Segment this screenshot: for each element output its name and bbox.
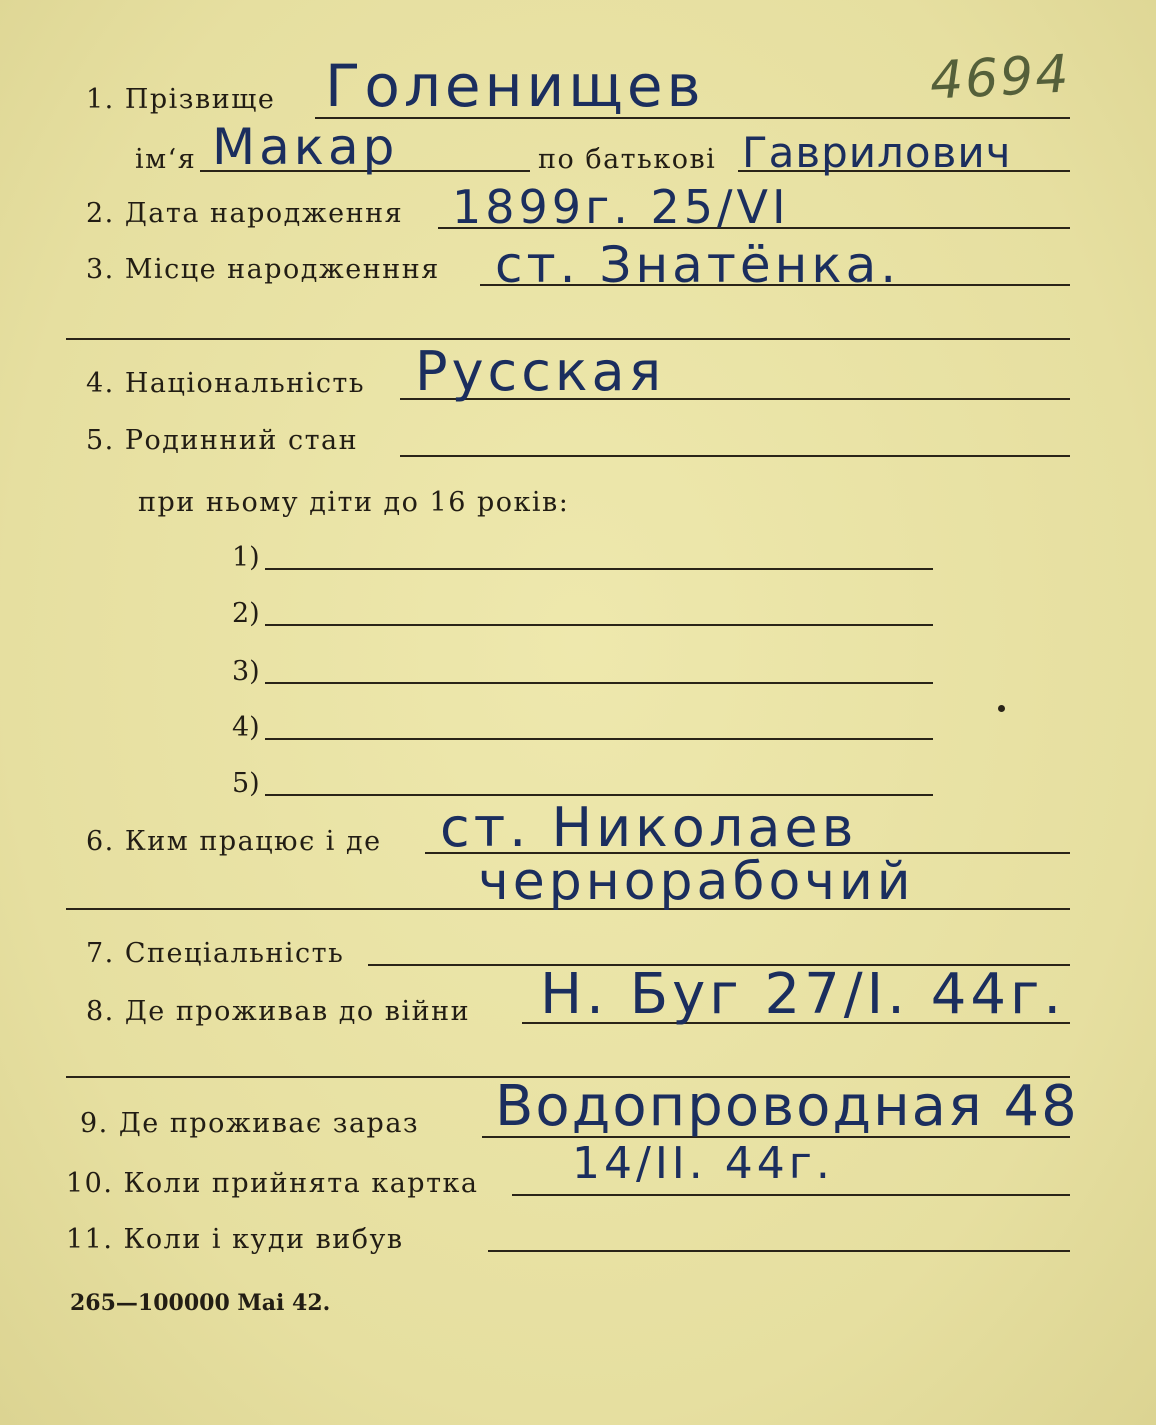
work-value-2: чернорабочий	[478, 852, 915, 912]
prewar-residence-label: 8. Де проживав до війни	[86, 996, 471, 1027]
child-2-number: 2)	[232, 598, 260, 629]
birth-date-value: 1899г. 25/VI	[452, 180, 790, 234]
current-residence-label: 9. Де проживає зараз	[80, 1108, 420, 1139]
card-accepted-label: 10. Коли прийнята картка	[66, 1168, 479, 1199]
child-3-line	[265, 682, 933, 684]
birth-place-value: ст. Знатёнка.	[495, 236, 901, 294]
departed-label: 11. Коли і куди вибув	[66, 1224, 404, 1255]
child-1-number: 1)	[232, 542, 260, 573]
surname-label: 1. Прізвище	[86, 84, 276, 115]
card-accepted-value: 14/II. 44г.	[572, 1138, 834, 1189]
patronymic-label: по батькові	[538, 144, 717, 175]
work-label: 6. Ким працює і де	[86, 826, 382, 857]
name-value: Макар	[212, 118, 399, 176]
specialty-label: 7. Спеціальність	[86, 938, 345, 969]
card-accepted-line	[512, 1194, 1070, 1196]
child-4-line	[265, 738, 933, 740]
birth-date-label: 2. Дата народження	[86, 198, 404, 229]
name-label: ім‘я	[135, 144, 197, 175]
current-residence-value: Водопроводная 48	[495, 1074, 1079, 1139]
patronymic-value: Гаврилович	[742, 128, 1012, 177]
work-value: ст. Николаев	[440, 796, 858, 859]
archive-number: 4694	[928, 44, 1072, 112]
nationality-value: Русская	[415, 340, 666, 403]
child-3-number: 3)	[232, 656, 260, 687]
printer-imprint: 265—100000 Mai 42.	[70, 1290, 331, 1316]
family-status-label: 5. Родинний стан	[86, 425, 359, 456]
child-1-line	[265, 568, 933, 570]
children-label: при ньому діти до 16 років:	[138, 487, 570, 518]
birth-place-label: 3. Місце народженння	[86, 254, 440, 285]
surname-value: Голенищев	[325, 52, 705, 120]
departed-line	[488, 1250, 1070, 1252]
child-2-line	[265, 624, 933, 626]
family-status-line	[400, 455, 1070, 457]
child-5-number: 5)	[232, 768, 260, 799]
prewar-residence-value: Н. Буг 27/I. 44г.	[540, 962, 1066, 1027]
child-4-number: 4)	[232, 712, 260, 743]
ink-spot	[998, 705, 1005, 712]
nationality-label: 4. Національність	[86, 368, 366, 399]
